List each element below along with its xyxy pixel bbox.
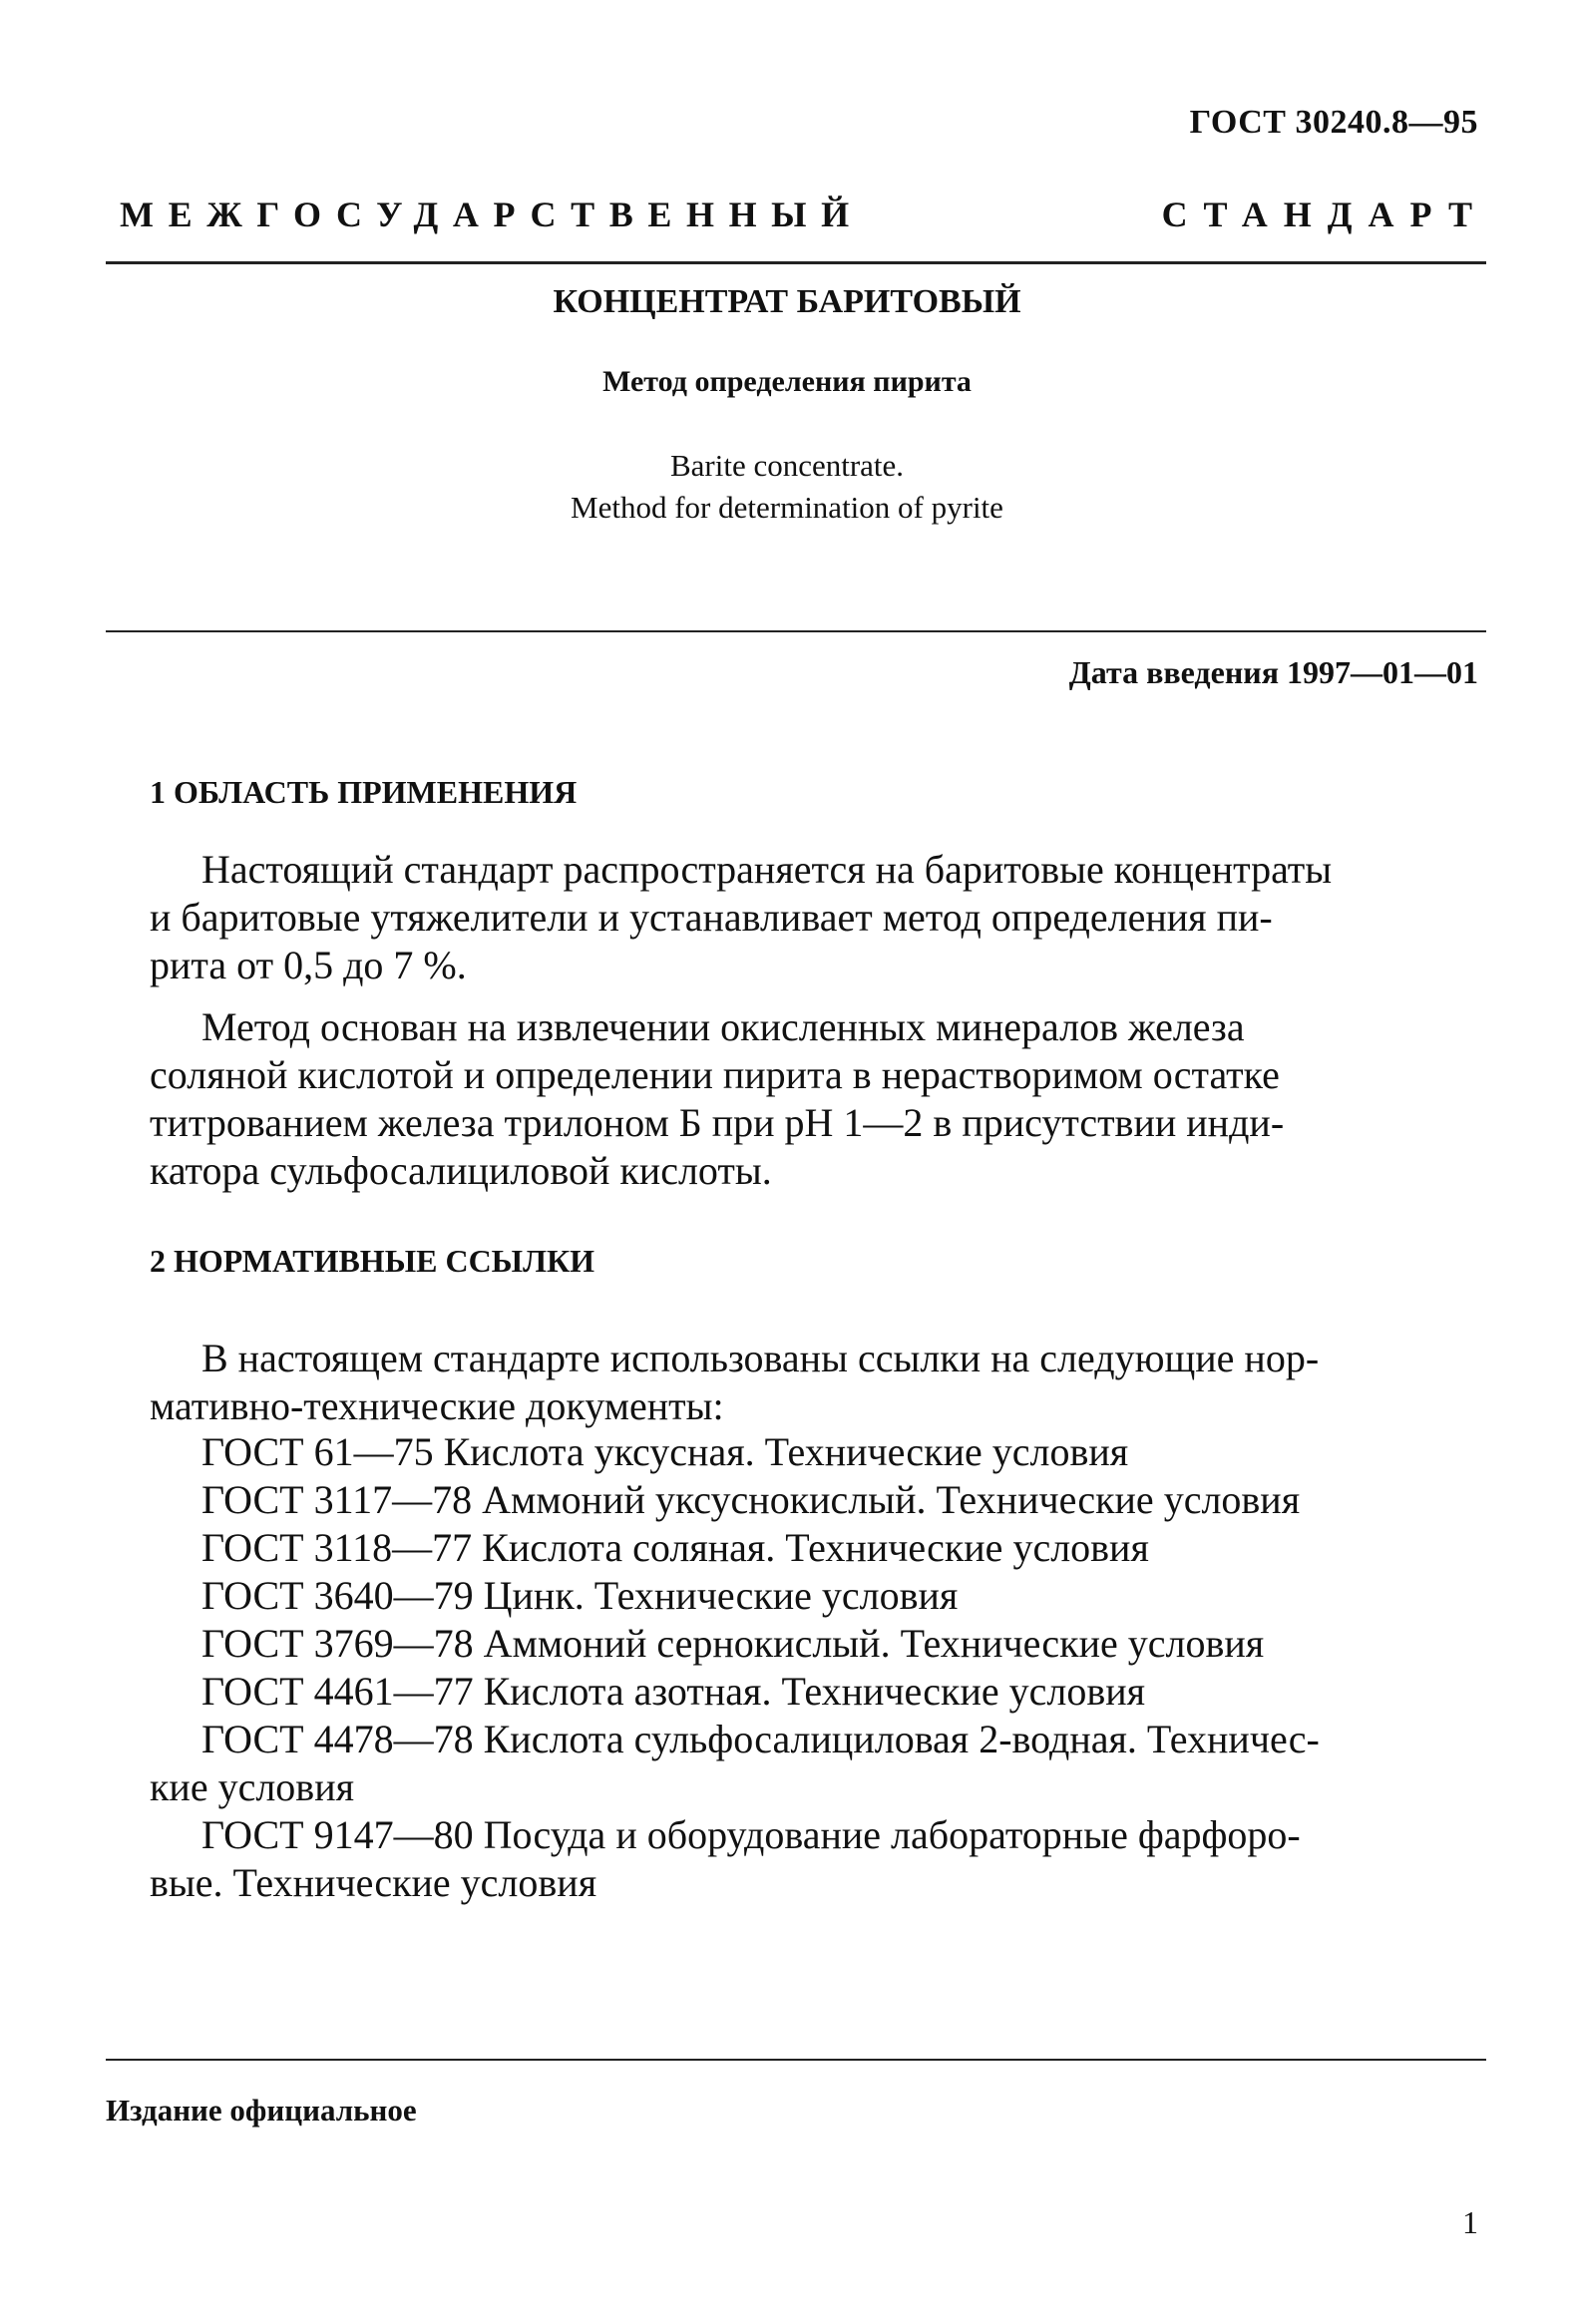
para-line: Метод основан на извлечении окисленных минералов железа <box>201 1004 1245 1049</box>
english-title-line-1: Barite concentrate. <box>669 448 905 483</box>
gost-number: ГОСТ 30240.8—95 <box>1189 104 1478 141</box>
reference-item: ГОСТ 3118—77 Кислота соляная. Технические условия <box>201 1525 1149 1570</box>
para-line: рита от 0,5 до 7 %. <box>150 943 467 987</box>
para-line: мативно-технические документы: <box>150 1383 724 1428</box>
page-number: 1 <box>1462 2204 1478 2240</box>
section-2-heading: 2 НОРМАТИВНЫЕ ССЫЛКИ <box>150 1243 595 1279</box>
para-line: катора сульфосалициловой кислоты. <box>150 1148 772 1193</box>
footer-divider <box>106 2059 1486 2061</box>
para-line: Настоящий стандарт распространяется на баритовые концентраты <box>201 847 1333 892</box>
para-line: соляной кислотой и определении пирита в нерастворимом остатке <box>150 1052 1280 1097</box>
middle-divider <box>106 630 1486 632</box>
references-list <box>150 1428 1476 1907</box>
reference-item-continuation: вые. Технические условия <box>150 1860 597 1905</box>
document-subtitle: Метод определения пирита <box>602 365 972 398</box>
reference-item: ГОСТ 4461—77 Кислота азотная. Технические условия <box>201 1669 1146 1714</box>
document-title: КОНЦЕНТРАТ БАРИТОВЫЙ <box>553 283 1021 320</box>
para-line: и баритовые утяжелители и устанавливает метод определения пи- <box>150 895 1273 940</box>
banner-right: СТАНДАРТ <box>1161 194 1488 234</box>
reference-item: ГОСТ 3640—79 Цинк. Технические условия <box>201 1573 959 1618</box>
standard-banner <box>120 194 1488 235</box>
english-title <box>0 445 1574 529</box>
para-line: В настоящем стандарте использованы ссылки на следующие нор- <box>201 1336 1320 1380</box>
reference-item: ГОСТ 61—75 Кислота уксусная. Технические условия <box>201 1429 1129 1474</box>
reference-item: ГОСТ 3117—78 Аммоний уксуснокислый. Технические условия <box>201 1477 1301 1522</box>
edition-label: Издание официальное <box>106 2093 417 2128</box>
para-line: титрованием железа трилоном Б при pH 1—2 в присутствии инди- <box>150 1100 1285 1145</box>
section-1-heading: 1 ОБЛАСТЬ ПРИМЕНЕНИЯ <box>150 774 578 810</box>
section-1-paragraph-1 <box>150 846 1476 989</box>
banner-left: МЕЖГОСУДАРСТВЕННЫЙ <box>120 194 864 234</box>
reference-item: ГОСТ 9147—80 Посуда и оборудование лабораторные фарфоро- <box>201 1812 1301 1857</box>
top-divider <box>106 261 1486 264</box>
section-2-intro <box>150 1335 1476 1430</box>
english-title-line-2: Method for determination of pyrite <box>571 490 1003 525</box>
reference-item: ГОСТ 3769—78 Аммоний сернокислый. Технические условия <box>201 1621 1265 1666</box>
introduction-date: Дата введения 1997—01—01 <box>1068 654 1478 690</box>
section-1-paragraph-2 <box>150 1003 1476 1195</box>
reference-item-continuation: кие условия <box>150 1764 354 1809</box>
reference-item: ГОСТ 4478—78 Кислота сульфосалициловая 2-водная. Техничес- <box>201 1717 1320 1761</box>
